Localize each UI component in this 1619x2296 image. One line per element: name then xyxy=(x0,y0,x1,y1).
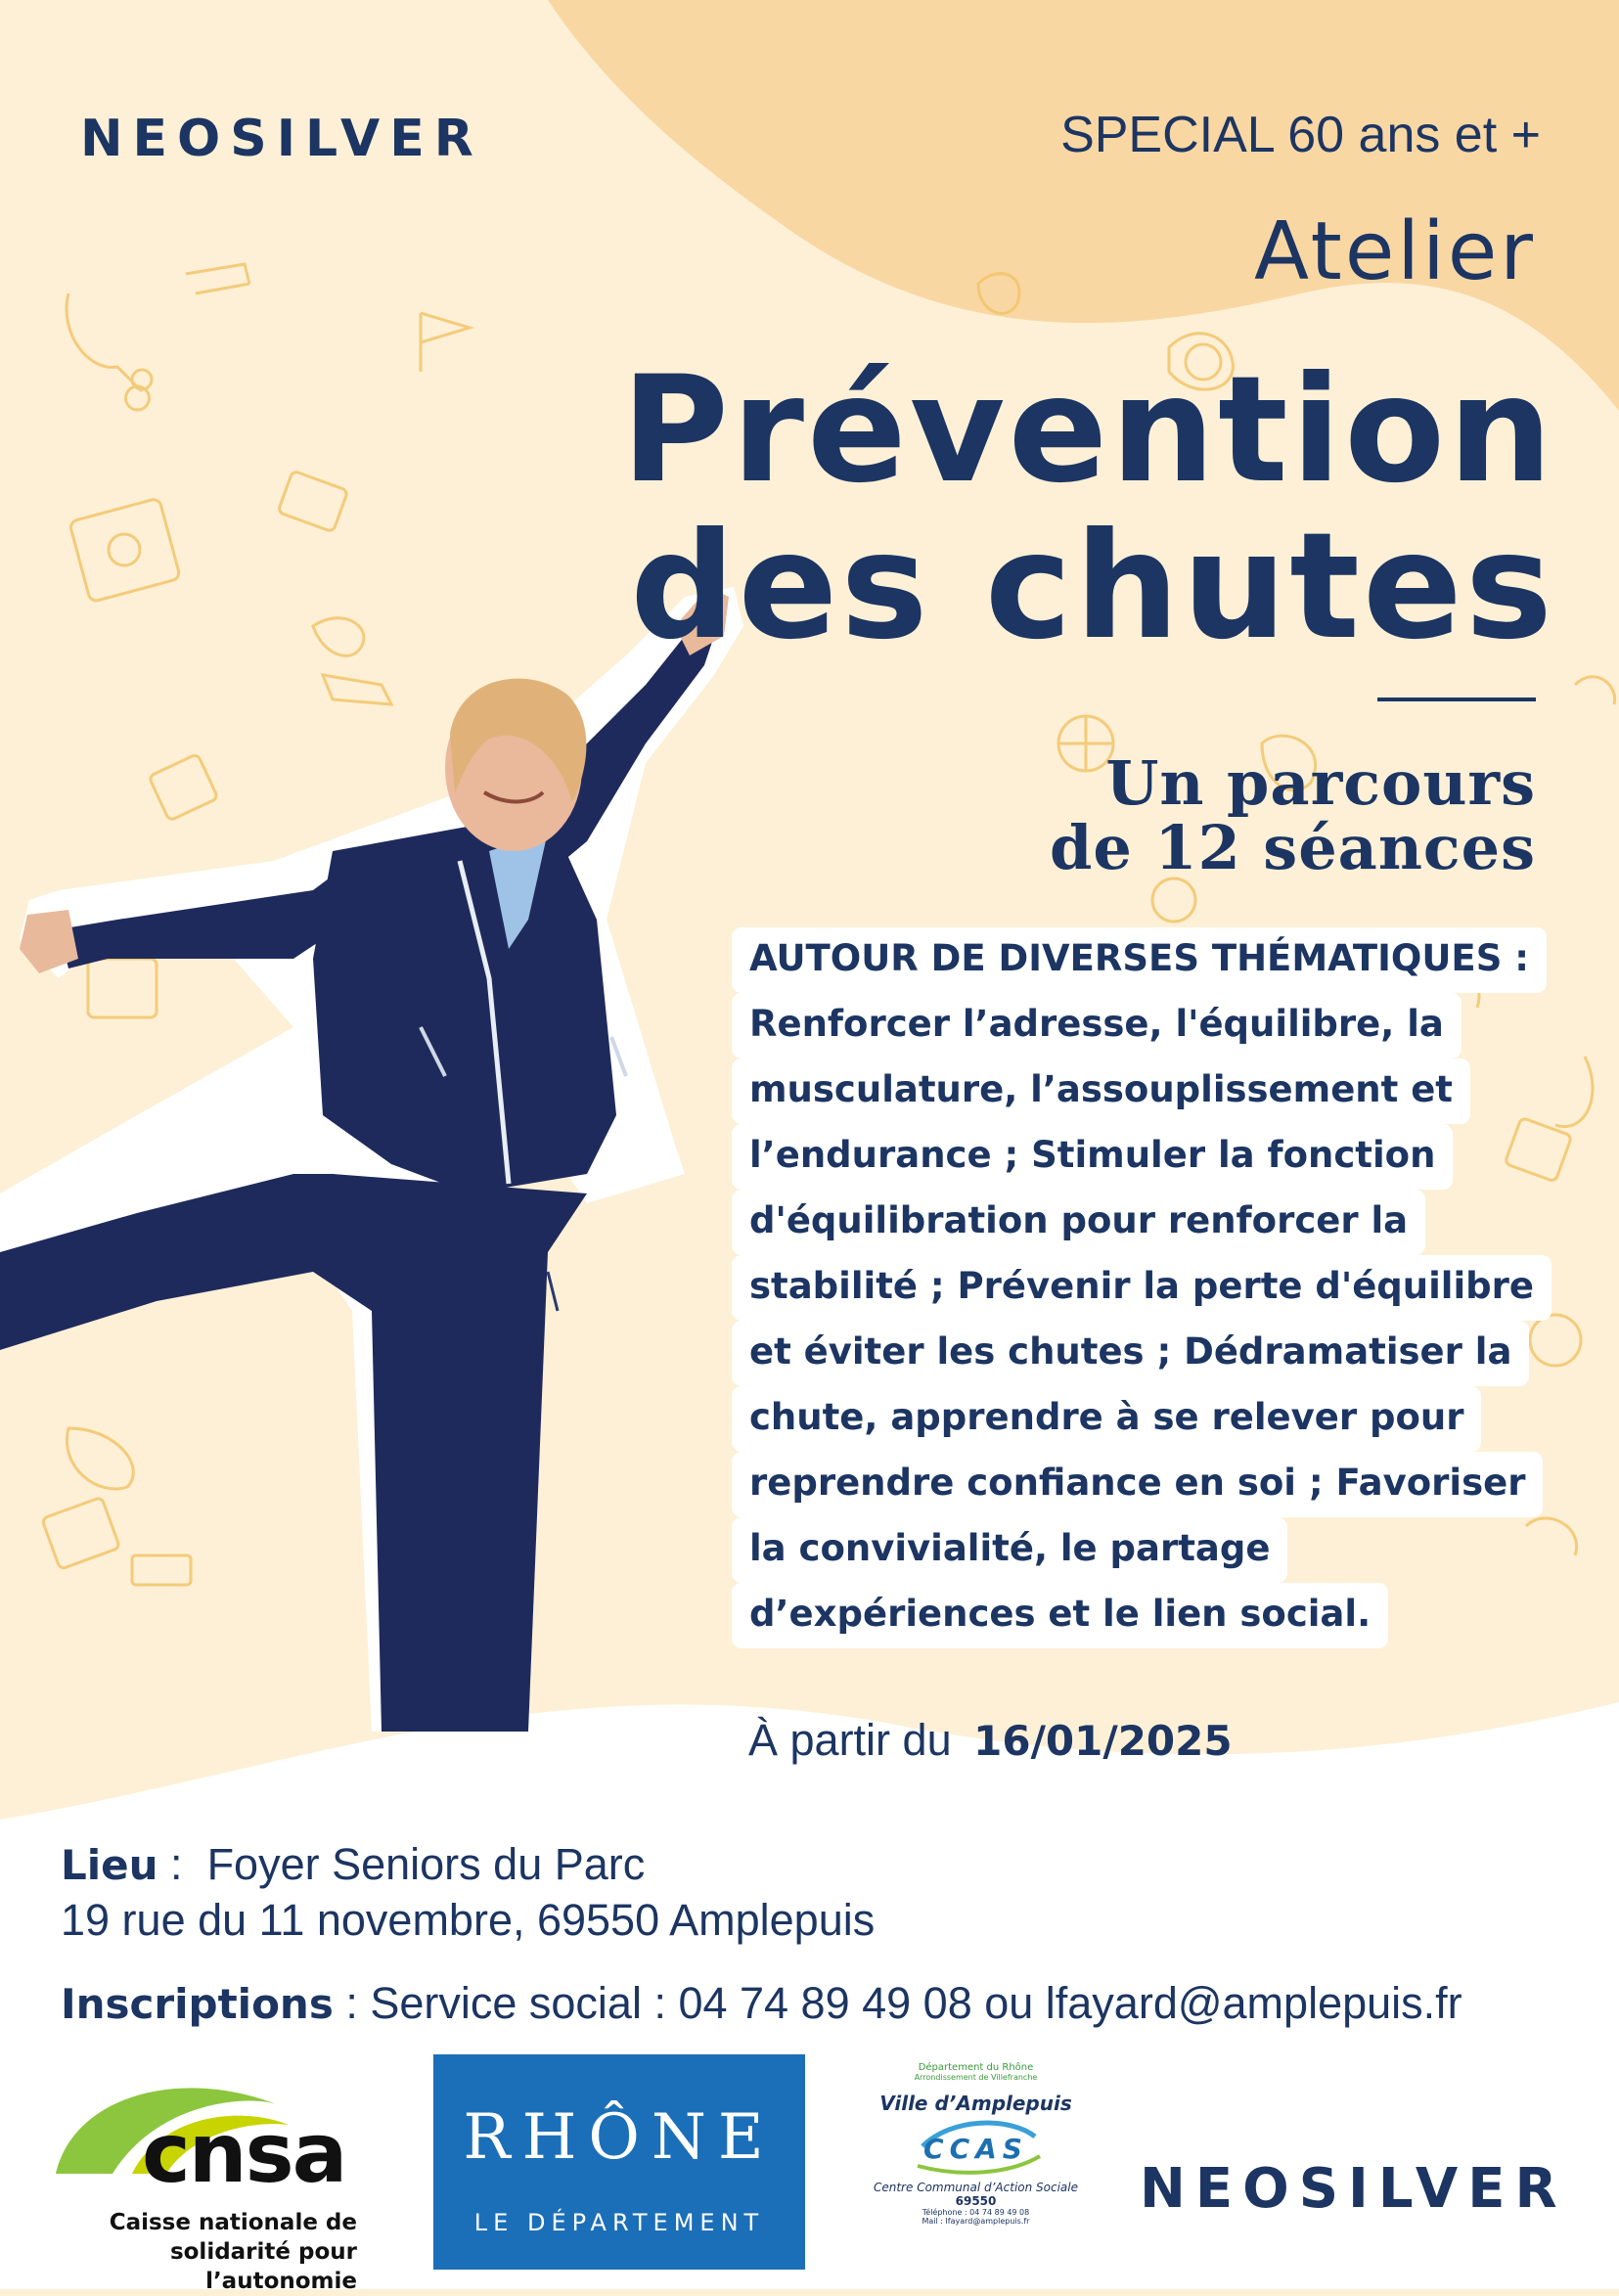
registration-line xyxy=(61,1978,1462,2029)
start-date-value: 16/01/2025 xyxy=(973,1717,1233,1765)
cnsa-caption-line-2: solidarité pour l’autonomie xyxy=(169,2239,357,2294)
cnsa-caption xyxy=(44,2208,357,2296)
subtitle-line-2: de 12 séances xyxy=(1050,812,1536,883)
registration-label: Inscriptions xyxy=(61,1980,334,2028)
start-date-prefix: À partir du xyxy=(748,1715,952,1765)
themes-line: d’expériences et le lien social. xyxy=(732,1583,1388,1648)
themes-line: d'équilibration pour renforcer la xyxy=(732,1190,1425,1255)
subtitle xyxy=(1050,747,1536,883)
cnsa-wordmark: cnsa xyxy=(142,2105,346,2201)
ccas-top-line-2: Arrondissement de Villefranche xyxy=(914,2073,1038,2082)
location-label: Lieu xyxy=(61,1841,158,1889)
title-line-2: des chutes xyxy=(630,502,1555,672)
themes-block xyxy=(732,927,1583,1648)
title-line-1: Prévention xyxy=(621,345,1555,516)
ccas-postcode: 69550 xyxy=(955,2194,997,2208)
themes-line: musculature, l’assouplissement et xyxy=(732,1058,1470,1124)
themes-line: stabilité ; Prévenir la perte d'équilibre xyxy=(732,1255,1552,1321)
subtitle-line-1: Un parcours xyxy=(1105,747,1536,819)
themes-line: reprendre confiance en soi ; Favoriser xyxy=(732,1452,1543,1517)
rhone-wordmark: RHÔNE xyxy=(463,2101,776,2174)
ccas-top-line-1: Département du Rhône xyxy=(918,2062,1034,2073)
ccas-phone: Téléphone : 04 74 89 49 08 xyxy=(922,2208,1030,2217)
page-title xyxy=(621,345,1555,672)
location-line xyxy=(61,1839,645,1890)
themes-heading: AUTOUR DE DIVERSES THÉMATIQUES : xyxy=(732,927,1547,993)
ccas-full-name: Centre Communal d’Action Sociale xyxy=(873,2181,1078,2194)
themes-line: l’endurance ; Stimuler la fonction xyxy=(732,1124,1453,1190)
themes-line: chute, apprendre à se relever pour xyxy=(732,1386,1481,1452)
ccas-ville: Ville d’Amplepuis xyxy=(879,2092,1072,2115)
cnsa-caption-line-1: Caisse nationale de xyxy=(109,2210,357,2235)
location-address: 19 rue du 11 novembre, 69550 Amplepuis xyxy=(61,1895,876,1945)
location-sep: : xyxy=(157,1839,207,1889)
title-divider xyxy=(1377,698,1536,701)
ccas-mail: Mail : lfayard@amplepuis.fr xyxy=(922,2217,1030,2226)
start-date xyxy=(748,1715,1233,1766)
neosilver-logo-footer: NEOSILVER xyxy=(1140,2157,1567,2221)
themes-line: et éviter les chutes ; Dédramatiser la xyxy=(732,1321,1529,1386)
neosilver-logo: NEOSILVER xyxy=(80,110,483,168)
audience-label: SPECIAL 60 ans et + xyxy=(1060,107,1541,163)
location-name: Foyer Seniors du Parc xyxy=(206,1839,646,1889)
themes-line: Renforcer l’adresse, l'équilibre, la xyxy=(732,993,1462,1058)
rhone-logo xyxy=(433,2054,805,2270)
ccas-logo xyxy=(861,2062,1091,2279)
ccas-wordmark: CCAS xyxy=(923,2133,1028,2165)
cnsa-logo xyxy=(44,2066,367,2294)
registration-text: : Service social : 04 74 89 49 08 ou lfayard@amplepuis.fr xyxy=(333,1978,1462,2028)
atelier-label: Atelier xyxy=(1254,205,1536,298)
themes-line: la convivialité, le partage xyxy=(732,1517,1287,1583)
rhone-tagline: LE DÉPARTEMENT xyxy=(473,2209,765,2236)
